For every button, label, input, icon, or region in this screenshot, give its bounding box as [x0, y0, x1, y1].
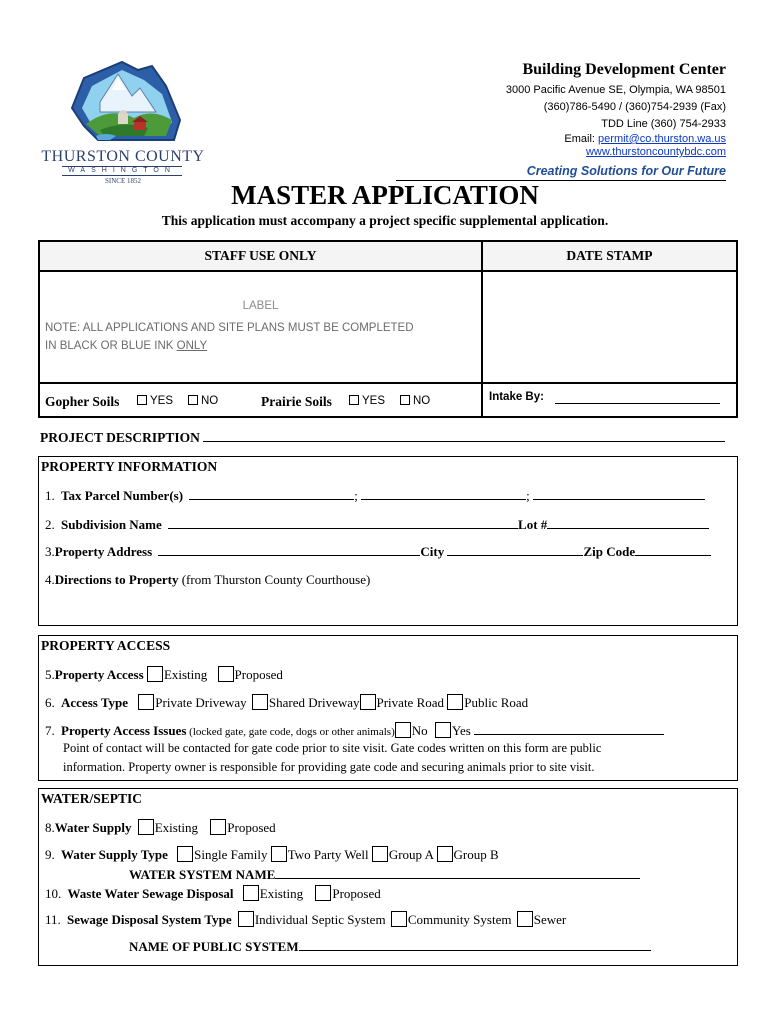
private-driveway-checkbox[interactable] — [138, 694, 154, 710]
public-system-row — [129, 939, 651, 955]
gopher-soils-label: Gopher Soils — [45, 394, 120, 409]
waste-water-row: 10. Waste Water Sewage Disposal Existing Proposed — [45, 886, 381, 901]
water-system-name-row — [129, 867, 640, 883]
sewer-checkbox[interactable] — [517, 911, 533, 927]
city-field[interactable] — [447, 544, 583, 556]
prairie-no-option[interactable]: NO — [400, 395, 430, 407]
community-system-checkbox[interactable] — [391, 911, 407, 927]
prairie-yes-checkbox[interactable] — [349, 395, 359, 405]
water-supply-type-row: 9. Water Supply Type Single Family Two Party Well Group A Group B — [45, 847, 499, 862]
sewage-system-type-label: Sewage Disposal System Type — [67, 912, 232, 927]
directions-row: 4.Directions to Property (from Thurston County Courthouse) — [45, 572, 371, 587]
property-address-row: 3.Property Address City Zip Code — [45, 544, 711, 560]
header-contact — [396, 60, 726, 181]
water-septic-title: WATER/SEPTIC — [41, 791, 143, 806]
access-type-label: Access Type — [61, 695, 129, 710]
directions-field[interactable] — [45, 591, 731, 621]
access-type-row: 6. Access Type Private Driveway Shared Driveway Private Road Public Road — [45, 695, 529, 710]
project-description-field[interactable] — [203, 430, 725, 442]
water-supply-type-label: Water Supply Type — [61, 847, 168, 862]
gopher-yes-option[interactable]: YES — [137, 395, 173, 407]
intake-by-field[interactable] — [555, 392, 720, 404]
page-subtitle: This application must accompany a project specific supplemental application. — [161, 213, 609, 228]
gate-code-note-2: information. Property owner is responsible for providing gate code and securing animals prior to site visit. — [63, 760, 595, 774]
property-information-section — [38, 456, 738, 626]
address: 3000 Pacific Avenue SE, Olympia, WA 98501 — [505, 84, 726, 96]
property-access-label: Property Access — [54, 667, 144, 682]
label-area — [40, 272, 483, 382]
water-septic-section — [38, 788, 738, 966]
tax-parcel-row: 1. Tax Parcel Number(s) ; ; — [45, 488, 705, 504]
email-row — [396, 133, 726, 146]
public-road-checkbox[interactable] — [447, 694, 463, 710]
access-issues-yes-checkbox[interactable] — [435, 722, 451, 738]
property-information-title: PROPERTY INFORMATION — [41, 459, 218, 474]
prairie-no-checkbox[interactable] — [400, 395, 410, 405]
water-supply-label: Water Supply — [54, 820, 132, 835]
prairie-yes-option[interactable]: YES — [349, 395, 385, 407]
project-description-row — [40, 430, 725, 446]
email-link[interactable]: permit@co.thurston.wa.us — [598, 133, 726, 145]
property-access-title: PROPERTY ACCESS — [41, 638, 171, 653]
lot-field[interactable] — [547, 517, 709, 529]
org-name: Building Development Center — [522, 61, 726, 78]
staff-use-heading: STAFF USE ONLY — [40, 242, 483, 272]
access-issues-field[interactable] — [474, 723, 664, 735]
city-label: City — [420, 544, 445, 559]
phone: (360)786-5490 / (360)754-2939 (Fax) — [543, 101, 726, 113]
access-issues-no-checkbox[interactable] — [395, 722, 411, 738]
water-supply-row: 8.Water Supply Existing Proposed — [45, 820, 276, 835]
group-a-checkbox[interactable] — [372, 846, 388, 862]
directions-label: Directions to Property — [54, 572, 179, 587]
sewage-system-type-row: 11. Sewage Disposal System Type Individual Septic System Community System Sewer — [45, 912, 567, 927]
intake-by-label: Intake By: — [489, 391, 544, 403]
county-name: THURSTON COUNTY — [41, 148, 205, 165]
county-logo — [40, 56, 206, 188]
tax-parcel-label: Tax Parcel Number(s) — [61, 488, 184, 503]
gate-code-note-1: Point of contact will be contacted for gate code prior to site visit. Gate codes written on this form are public — [63, 741, 602, 755]
tax-parcel-field-3[interactable] — [533, 488, 705, 500]
directions-note: (from Thurston County Courthouse) — [178, 572, 371, 587]
access-proposed-checkbox[interactable] — [218, 666, 234, 682]
tax-parcel-field-2[interactable] — [361, 488, 526, 500]
zip-code-label: Zip Code — [583, 544, 636, 559]
single-family-checkbox[interactable] — [177, 846, 193, 862]
email-label: Email: — [564, 133, 595, 145]
staff-use-table — [38, 240, 738, 418]
gopher-yes-checkbox[interactable] — [137, 395, 147, 405]
individual-septic-checkbox[interactable] — [238, 911, 254, 927]
intake-row — [483, 382, 736, 416]
property-access-section — [38, 635, 738, 781]
shared-driveway-checkbox[interactable] — [252, 694, 268, 710]
access-issues-row: 7. Property Access Issues (locked gate, gate code, dogs or other animals) No Yes — [45, 722, 664, 739]
website-row — [396, 146, 726, 159]
tagline: Creating Solutions for Our Future — [396, 163, 726, 181]
access-issues-note: (locked gate, gate code, dogs or other animals) — [186, 726, 395, 738]
date-stamp-area — [483, 272, 736, 382]
private-road-checkbox[interactable] — [360, 694, 376, 710]
water-system-name-field[interactable] — [275, 867, 640, 879]
project-description-label: PROJECT DESCRIPTION — [40, 430, 200, 445]
tdd-line: TDD Line (360) 754-2933 — [601, 118, 726, 130]
property-address-field[interactable] — [158, 544, 420, 556]
property-access-row: 5.Property Access Existing Proposed — [45, 667, 283, 682]
two-party-well-checkbox[interactable] — [271, 846, 287, 862]
septic-proposed-checkbox[interactable] — [315, 885, 331, 901]
tax-parcel-field-1[interactable] — [189, 488, 354, 500]
water-proposed-checkbox[interactable] — [210, 819, 226, 835]
property-address-label: Property Address — [54, 544, 153, 559]
zip-code-field[interactable] — [635, 544, 711, 556]
label-placeholder: LABEL — [242, 300, 279, 312]
water-existing-checkbox[interactable] — [138, 819, 154, 835]
subdivision-row: 2. Subdivision Name Lot # — [45, 517, 709, 533]
prairie-soils-label: Prairie Soils — [261, 394, 332, 409]
public-system-field[interactable] — [299, 939, 651, 951]
lot-label: Lot # — [518, 517, 548, 532]
gopher-no-option[interactable]: NO — [188, 395, 218, 407]
public-system-label: NAME OF PUBLIC SYSTEM — [129, 939, 299, 954]
access-existing-checkbox[interactable] — [147, 666, 163, 682]
website-link[interactable]: www.thurstoncountybdc.com — [585, 146, 726, 158]
state-name: WASHINGTON — [62, 166, 182, 176]
access-issues-label: Property Access Issues — [61, 723, 187, 738]
gopher-no-checkbox[interactable] — [188, 395, 198, 405]
ink-note: NOTE: ALL APPLICATIONS AND SITE PLANS MUST BE COMPLETED IN BLACK OR BLUE INK ONLY — [45, 322, 414, 352]
group-b-checkbox[interactable] — [437, 846, 453, 862]
septic-existing-checkbox[interactable] — [243, 885, 259, 901]
subdivision-label: Subdivision Name — [61, 517, 162, 532]
soils-row — [40, 382, 483, 416]
waste-water-label: Waste Water Sewage Disposal — [67, 886, 234, 901]
page-title: MASTER APPLICATION — [231, 180, 539, 210]
date-stamp-heading: DATE STAMP — [483, 242, 736, 272]
subdivision-field[interactable] — [168, 517, 518, 529]
water-system-name-label: WATER SYSTEM NAME — [129, 867, 276, 882]
since-year: SINCE 1852 — [105, 177, 141, 185]
